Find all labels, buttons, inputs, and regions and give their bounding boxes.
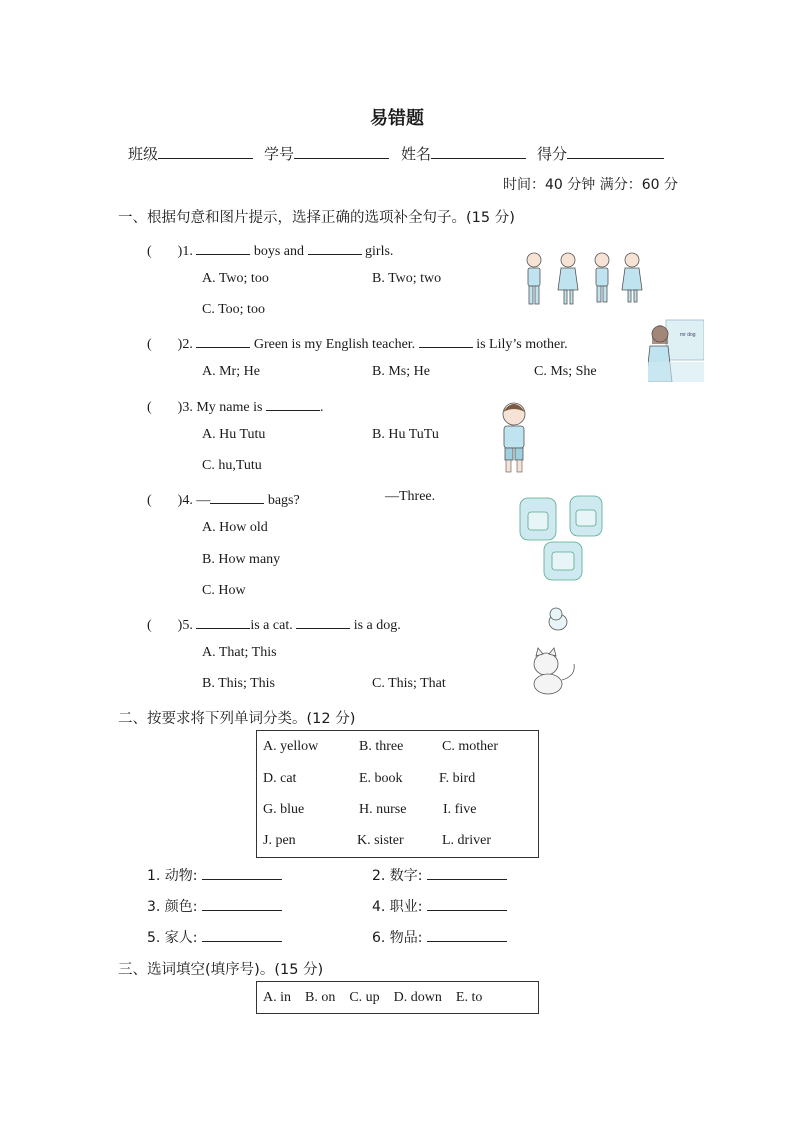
pets-illustration bbox=[522, 604, 582, 698]
question-5: ( )5. is a cat. is a dog. bbox=[147, 614, 401, 634]
word-j: J. pen bbox=[263, 833, 296, 848]
class-blank[interactable] bbox=[158, 143, 253, 159]
category-numbers: 2. 数字: bbox=[372, 865, 507, 885]
option-b[interactable]: B. How many bbox=[202, 552, 281, 567]
time-info: 时间：40 分钟 满分：60 分 bbox=[503, 177, 678, 193]
category-blank[interactable] bbox=[202, 927, 282, 942]
answer-text: —Three. bbox=[385, 489, 436, 504]
name-field bbox=[401, 143, 526, 164]
score-blank[interactable] bbox=[567, 143, 664, 159]
category-things: 6. 物品: bbox=[372, 927, 507, 947]
category-blank[interactable] bbox=[202, 865, 282, 880]
name-blank[interactable] bbox=[431, 143, 526, 159]
answer-blank[interactable] bbox=[296, 614, 350, 629]
word-c: C. mother bbox=[442, 739, 498, 754]
answer-blank[interactable] bbox=[196, 614, 250, 629]
name-label: 姓名 bbox=[401, 145, 432, 163]
option-c[interactable]: C. How bbox=[202, 583, 246, 598]
option-b[interactable]: B. This; This bbox=[202, 676, 276, 691]
class-field bbox=[128, 143, 253, 164]
option-b[interactable]: B. Two; two bbox=[372, 271, 442, 286]
word-a: A. yellow bbox=[263, 739, 319, 754]
word-h: H. nurse bbox=[359, 802, 407, 817]
score-label: 得分 bbox=[537, 145, 568, 163]
word-k: K. sister bbox=[357, 833, 404, 848]
word-d: D. cat bbox=[263, 771, 297, 786]
word-f: F. bird bbox=[439, 771, 476, 786]
score-field bbox=[537, 143, 664, 164]
word-i: I. five bbox=[443, 802, 477, 817]
option-a[interactable]: A. That; This bbox=[202, 645, 277, 660]
answer-blank[interactable] bbox=[419, 333, 473, 348]
option-c[interactable]: C. Too; too bbox=[202, 302, 265, 317]
question-2: ( )2. Green is my English teacher. is Lily’s mother. bbox=[147, 333, 568, 353]
option-a[interactable]: A. Two; too bbox=[202, 271, 269, 286]
category-animals: 1. 动物: bbox=[147, 865, 282, 885]
category-jobs: 4. 职业: bbox=[372, 896, 507, 916]
section3-heading: 三、选词填空(填序号)。(15 分) bbox=[118, 962, 324, 978]
question-1: ( )1. boys and girls. bbox=[147, 240, 393, 260]
answer-blank[interactable] bbox=[196, 333, 250, 348]
children-illustration bbox=[520, 248, 650, 310]
student-id-blank[interactable] bbox=[294, 143, 389, 159]
category-colors: 3. 颜色: bbox=[147, 896, 282, 916]
section2-heading: 二、按要求将下列单词分类。(12 分) bbox=[118, 711, 356, 727]
svg-text:mr dog: mr dog bbox=[680, 332, 696, 338]
word-e: E. book bbox=[359, 771, 403, 786]
option-a[interactable]: A. Mr; He bbox=[202, 364, 260, 379]
option-a[interactable]: A. Hu Tutu bbox=[202, 427, 266, 442]
teacher-illustration bbox=[648, 318, 704, 382]
option-b[interactable]: B. Hu TuTu bbox=[372, 427, 439, 442]
class-label: 班级 bbox=[128, 145, 159, 163]
option-c[interactable]: C. hu,Tutu bbox=[202, 458, 262, 473]
student-id-field bbox=[264, 143, 389, 164]
option-c[interactable]: C. Ms; She bbox=[534, 364, 597, 379]
fill-options: A. in B. on C. up D. down E. to bbox=[263, 990, 483, 1005]
boy-illustration bbox=[494, 400, 534, 476]
answer-blank[interactable] bbox=[266, 396, 320, 411]
word-l: L. driver bbox=[442, 833, 491, 848]
answer-blank[interactable] bbox=[210, 489, 264, 504]
option-c[interactable]: C. This; That bbox=[372, 676, 446, 691]
category-family: 5. 家人: bbox=[147, 927, 282, 947]
word-b: B. three bbox=[359, 739, 404, 754]
bags-illustration bbox=[518, 490, 612, 584]
category-blank[interactable] bbox=[427, 865, 507, 880]
question-4: ( )4. — bags? bbox=[147, 489, 300, 509]
page-title: 易错题 bbox=[370, 108, 424, 129]
category-blank[interactable] bbox=[427, 927, 507, 942]
question-3: ( )3. My name is . bbox=[147, 396, 323, 416]
option-b[interactable]: B. Ms; He bbox=[372, 364, 430, 379]
section1-heading: 一、根据句意和图片提示，选择正确的选项补全句子。(15 分) bbox=[118, 210, 515, 226]
option-a[interactable]: A. How old bbox=[202, 520, 268, 535]
word-g: G. blue bbox=[263, 802, 305, 817]
answer-blank[interactable] bbox=[196, 240, 250, 255]
answer-blank[interactable] bbox=[308, 240, 362, 255]
category-blank[interactable] bbox=[202, 896, 282, 911]
category-blank[interactable] bbox=[427, 896, 507, 911]
student-id-label: 学号 bbox=[264, 145, 295, 163]
